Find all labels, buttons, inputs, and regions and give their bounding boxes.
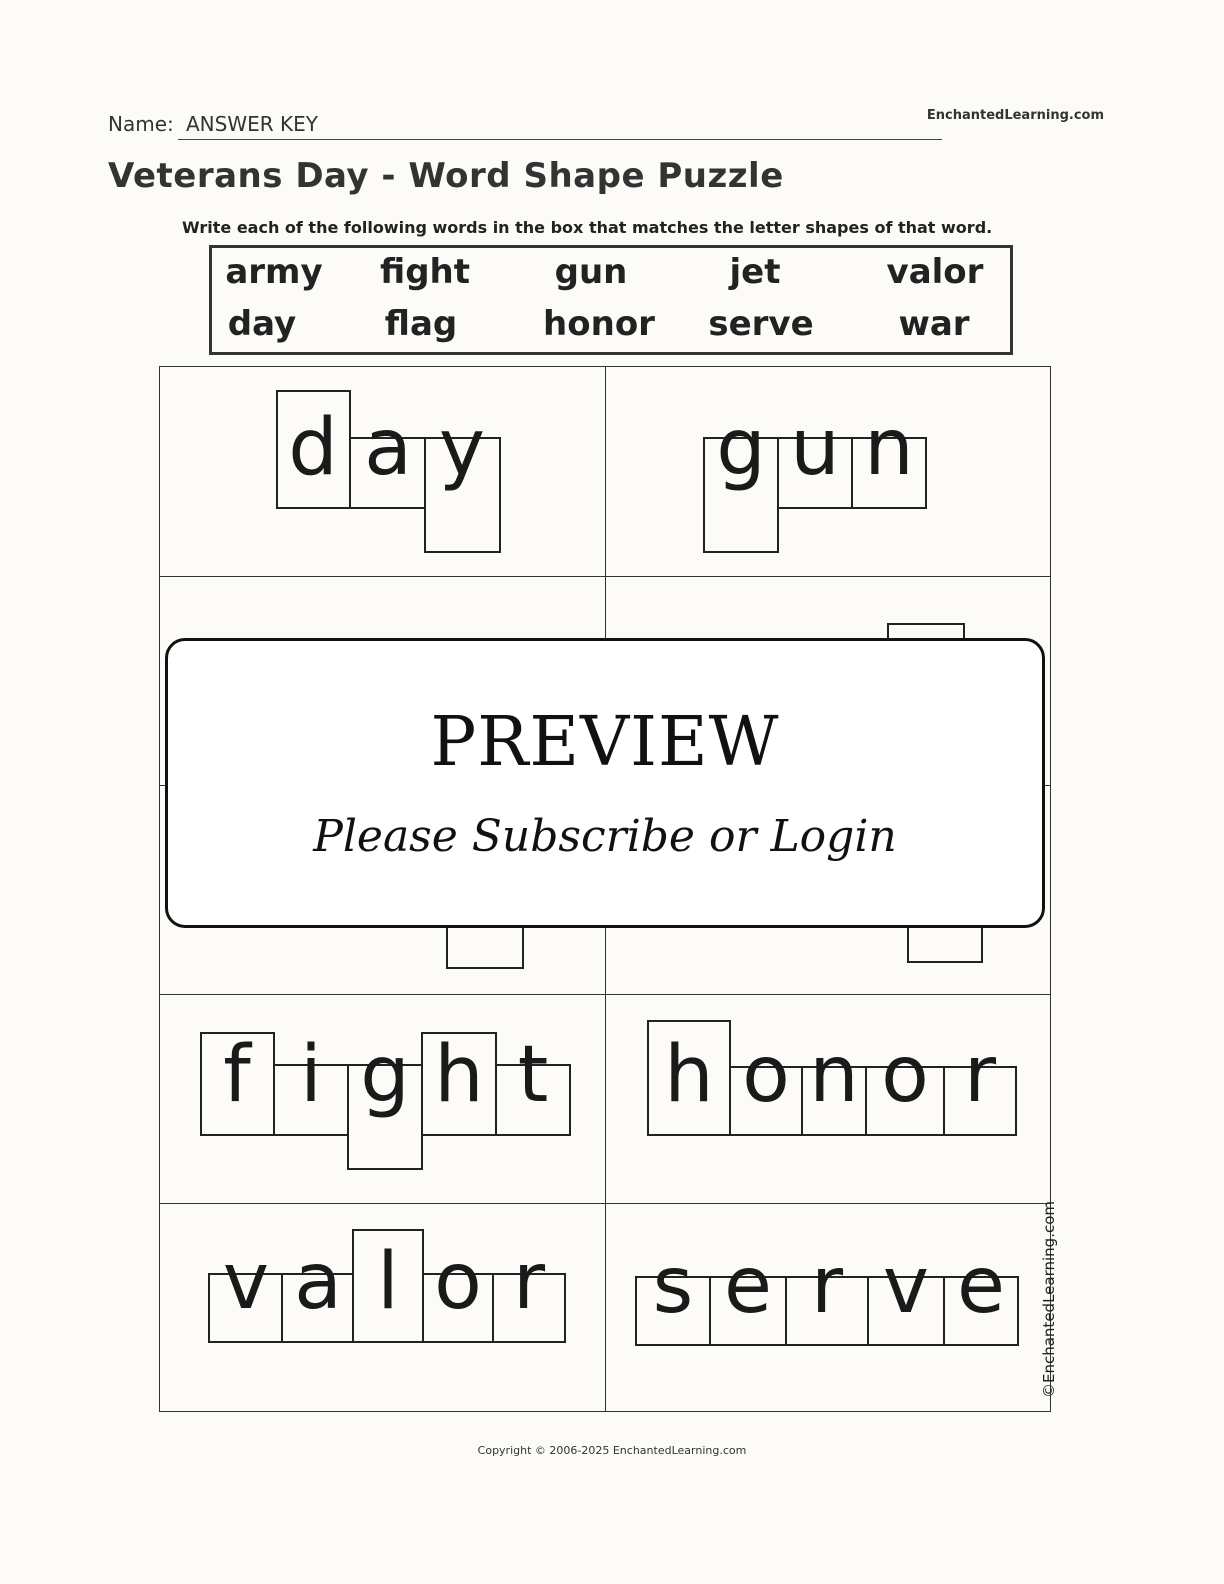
puzzle-letter: v (222, 1237, 270, 1327)
copyright: Copyright © 2006-2025 EnchantedLearning.com (477, 1444, 747, 1457)
word-bank (209, 245, 1013, 355)
puzzle-letter: e (957, 1241, 1005, 1331)
puzzle-letter: v (882, 1241, 930, 1331)
puzzle-letter: o (434, 1237, 482, 1327)
puzzle-letter: r (963, 1030, 997, 1120)
puzzle-letter: a (364, 403, 412, 493)
name-row (108, 108, 942, 140)
word-bank-item: honor (543, 304, 655, 344)
puzzle-letter: u (790, 403, 840, 493)
puzzle-letter: n (809, 1030, 859, 1120)
word-bank-item: serve (708, 304, 814, 344)
puzzle-cell-valor (160, 1203, 605, 1412)
site-logo-text[interactable]: EnchantedLearning.com (926, 108, 1104, 123)
word-bank-item: army (225, 252, 323, 292)
word-bank-item: fight (380, 252, 470, 292)
puzzle-letter: i (300, 1030, 322, 1120)
vertical-credit: ©EnchantedLearning.com (1040, 1201, 1058, 1398)
puzzle-letter: a (294, 1237, 342, 1327)
subscribe-login-link[interactable]: Please Subscribe or Login (313, 811, 897, 862)
puzzle-cell-gun (605, 367, 1050, 576)
puzzle-letter: h (434, 1030, 484, 1120)
word-bank-item: war (898, 304, 970, 344)
word-bank-item: jet (729, 252, 781, 292)
grid-divider (160, 576, 1050, 577)
puzzle-cell-day (160, 367, 605, 576)
puzzle-letter: e (724, 1241, 772, 1331)
puzzle-letter: l (377, 1237, 399, 1327)
puzzle-letter: t (517, 1030, 549, 1120)
puzzle-letter: d (288, 403, 338, 493)
puzzle-letter: r (810, 1241, 844, 1331)
word-bank-item: day (227, 304, 297, 344)
puzzle-cell-serve (605, 1203, 1050, 1412)
puzzle-letter: n (864, 403, 914, 493)
puzzle-letter: f (223, 1030, 251, 1120)
puzzle-cell-fight (160, 994, 605, 1203)
name-line (178, 139, 942, 140)
word-bank-item: gun (554, 252, 628, 292)
preview-title: PREVIEW (430, 703, 780, 782)
page-title: Veterans Day - Word Shape Puzzle (108, 156, 784, 196)
puzzle-letter: o (881, 1030, 929, 1120)
name-label: Name: (108, 112, 174, 136)
puzzle-letter: s (652, 1241, 694, 1331)
puzzle-letter: h (664, 1030, 714, 1120)
puzzle-letter: r (512, 1237, 546, 1327)
preview-overlay[interactable] (165, 638, 1045, 928)
instructions: Write each of the following words in the box that matches the letter shapes of that word. (182, 218, 993, 237)
puzzle-cell-honor (605, 994, 1050, 1203)
puzzle-letter: g (360, 1030, 410, 1120)
name-value: ANSWER KEY (186, 112, 318, 136)
word-bank-item: valor (886, 252, 984, 292)
word-bank-item: flag (384, 304, 458, 344)
puzzle-letter: o (742, 1030, 790, 1120)
puzzle-letter: y (438, 403, 486, 493)
puzzle-letter: g (716, 403, 766, 493)
